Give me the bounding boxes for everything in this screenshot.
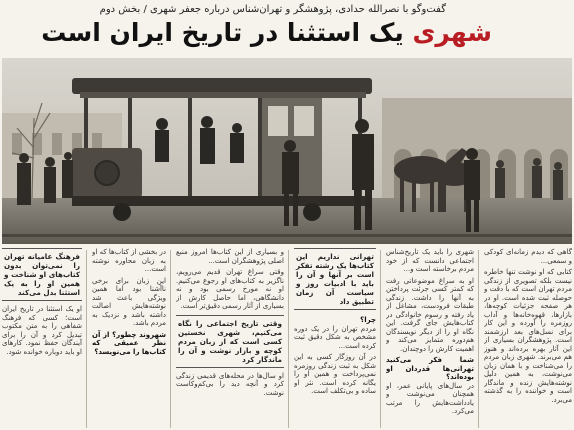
column-6-filler: او یک استثنا در تاریخ ایران است؛ کسی که فرهنگ شفاهی را به متن مکتوب تبدیل کرد و آن را برای آیندگان حفظ نمود. کارهای او باید دوباره خوانده شود. [2,305,82,356]
column-2-filler: او به سراغ موضوعاتی رفت که کمتر کسی جرئت پرداختن به آنها را داشت. زندگی طبقات فرودست، مشاغل از یاد رفته و رسوم خانوادگی در کتاب‌هایش جای گرفت. این نگاه او را از دیگر نویسندگان هم‌دوره متمایز می‌کند و اهمیت کارش را دوچندان. [386,276,474,353]
interview-question-1: شهروند چطور؟ از آن نظر عمیقی که کتاب‌ها را می‌نویسد؟ [92,330,166,356]
text-column-1 [484,248,572,430]
interview-question-3: شما فکر می‌کنید تهرانی‌ها قدردان او بوده‌اند؟ [386,356,474,381]
column-3-text: مردم تهران را در یک دوره مشخص به شکل دقیق ثبت کرده است... [294,324,376,350]
article-kicker: گفت‌وگو با نصرالله حدادی، پژوهشگر و تهران‌شناس درباره جعفر شهری / بخش دوم [99,4,446,15]
article-headline [41,18,492,47]
text-column-5 [92,248,166,430]
text-column-4 [176,248,284,430]
column-5-filler: این زبان برای برخی ناآشنا بود اما همین ویژگی باعث شد نوشته‌هایش اصالت داشته باشد و نزدیک به مردم باشد. [92,276,166,327]
tram-photo-illustration [2,58,572,244]
text-column-3 [294,248,376,430]
interview-question-2: چرا؟ [360,316,376,324]
column-2-text: شهری را باید یک تاریخ‌شناس اجتماعی دانست که از خود مردم برخاسته است و... [386,248,474,273]
column-3-filler: در آن روزگار کسی به این شکل به ثبت زندگی روزمره نمی‌پرداخت و همین او را یگانه کرده است. نثر او ساده و بی‌تکلف است. [294,353,376,395]
pull-quote-left: فرهنگ عامیانه تهران را نمی‌توان بدون کتاب‌های او شناخت و همین او را به یک استثنا بدل می‌کند [2,248,82,301]
column-5-text: در بخشی از کتاب‌ها که او به زبان محاوره نوشته است... [92,248,166,273]
pull-quote-middle: وقتی تاریخ اجتماعی را نگاه می‌کنیم، شهری نخستین کسی است که از زبان مردم کوچه و بازار نوشت و آن را ماندگار کرد [176,315,284,368]
article-body [0,248,574,430]
historic-tram-photo [2,58,572,244]
column-4-filler: وقتی سراغ تهران قدیم می‌رویم، ناگزیر به کتاب‌های او رجوع می‌کنیم. او نه مورخ رسمی بود و نه دانشگاهی، اما حاصل کارش از بسیاری از آثار رسمی دقیق‌تر است. [176,268,284,310]
headline-accent-word: شهری [412,18,492,47]
column-4-filler-b: او سال‌ها در محله‌های قدیمی زندگی کرد و آنچه دید را بی‌کم‌وکاست نوشت. [176,371,284,397]
column-4-text: و بسیاری از این کتاب‌ها امروز منبع اصلی پژوهشگران است... [176,248,284,265]
text-column-2 [386,248,474,430]
text-column-6 [2,248,82,430]
column-2-filler-b: در سال‌های پایانی عمر، او همچنان می‌نوشت و یادداشت‌هایش را مرتب می‌کرد. [386,381,474,415]
headline-rest: یک استثنا در تاریخ ایران است [41,18,404,47]
pull-quote-right: تهرانی نداریم این کتاب‌ها یک رشته تفکر است بر آنها و آن را باید با ادبیات روز و سیاست آن زمان تطبیق داد [294,248,376,310]
column-1-text: گاهی که دیدم زمانه‌ای کودکی و سمعی... [484,248,572,265]
column-1-filler: کتابی که او نوشت تنها خاطره نیست بلکه تصویری از زندگی مردم تهران است که با دقت و حوصله ثبت شده است. او در هر صفحه جزئیات کوچه‌ها، بازارها، قهوه‌خانه‌ها و آداب روزمره را آورده و این کار برای نسل‌های بعد ارزشمند است. پژوهشگران بسیاری از این آثار بهره برده‌اند و هنوز هم می‌برند. شهری زبان مردم را می‌شناخت و با همان زبان می‌نوشت، به همین دلیل نوشته‌هایش زنده و ماندگار است و خواننده را به گذشته می‌برد. [484,268,572,404]
